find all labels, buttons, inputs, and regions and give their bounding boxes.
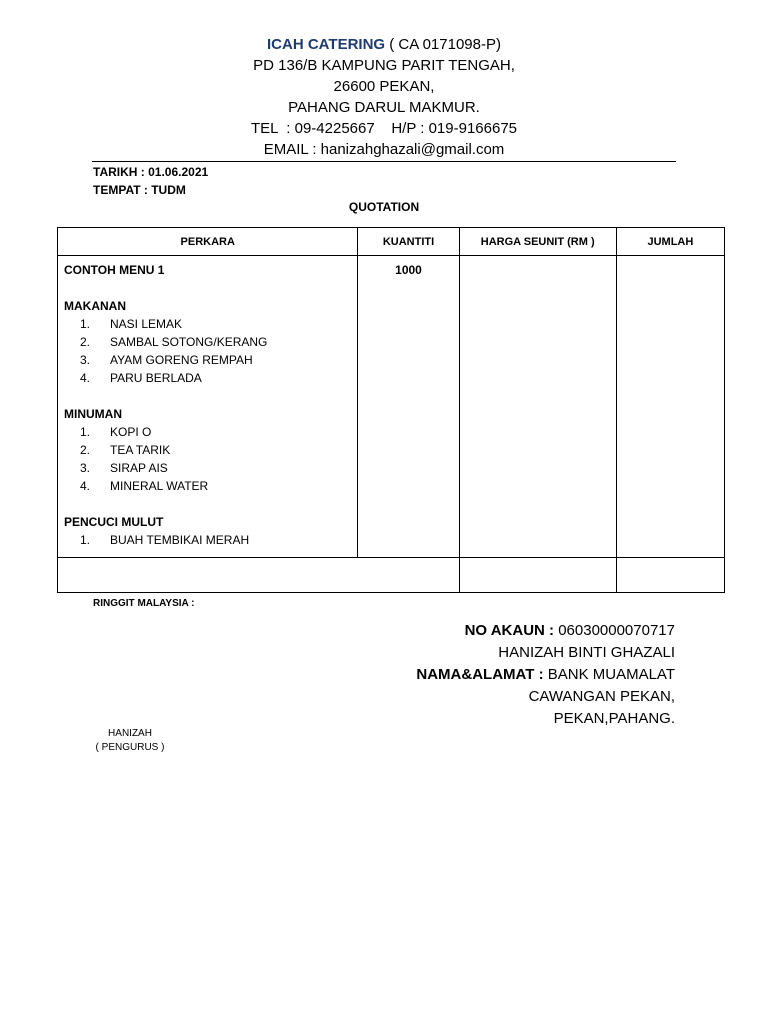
quantity-value: 1000 (395, 263, 422, 277)
company-line (0, 34, 768, 55)
list-item: 4. PARU BERLADA (79, 371, 202, 385)
col-header-jumlah: JUMLAH (616, 228, 724, 256)
bank-details (416, 620, 675, 730)
menu-title: CONTOH MENU 1 (64, 263, 165, 277)
list-item: 3. AYAM GORENG REMPAH (79, 353, 253, 367)
company-registration: ( CA 0171098-P) (385, 36, 501, 53)
name-address-label: NAMA&ALAMAT : (416, 666, 544, 683)
phone-line: TEL : 09-4225667 H/P : 019-9166675 (250, 120, 518, 137)
total-row-amount-cell (616, 558, 724, 593)
unit-price-cell (459, 256, 616, 558)
col-header-harga: HARGA SEUNIT (RM ) (459, 228, 616, 256)
col-header-perkara: PERKARA (58, 228, 358, 256)
total-cell (616, 256, 724, 558)
signature-block (93, 727, 167, 755)
table-header-row (58, 228, 725, 256)
total-row-label-cell (58, 558, 460, 593)
section-pencuci-mulut: PENCUCI MULUT (64, 515, 164, 529)
place-label: TEMPAT : TUDM (93, 183, 186, 197)
letterhead (0, 34, 768, 160)
email-line: EMAIL : hanizahghazali@gmail.com (263, 141, 505, 158)
header-divider (92, 161, 676, 162)
list-item: 2. TEA TARIK (79, 443, 171, 457)
date-label: TARIKH : 01.06.2021 (93, 165, 209, 179)
table-row (58, 256, 725, 558)
account-holder: HANIZAH BINTI GHAZALI (498, 644, 675, 661)
ringgit-malaysia-label: RINGGIT MALAYSIA : (93, 598, 195, 609)
account-label: NO AKAUN : (464, 622, 555, 639)
total-row-price-cell (459, 558, 616, 593)
quotation-table (57, 227, 725, 593)
list-item: 1. NASI LEMAK (79, 317, 183, 331)
company-name: ICAH CATERING (267, 36, 386, 53)
address-line-3: PAHANG DARUL MAKMUR. (288, 99, 480, 116)
list-item: 1. BUAH TEMBIKAI MERAH (79, 533, 250, 547)
quantity-cell (358, 256, 459, 558)
address-line-1: PD 136/B KAMPUNG PARIT TENGAH, (253, 57, 515, 74)
items-cell (58, 256, 358, 558)
account-line (416, 620, 675, 642)
account-number: 06030000070717 (554, 622, 675, 639)
list-item: 4. MINERAL WATER (79, 479, 209, 493)
bank-name: BANK MUAMALAT (543, 666, 675, 683)
address-line-2: 26600 PEKAN, (333, 78, 435, 95)
bank-branch: CAWANGAN PEKAN, (528, 688, 675, 705)
list-item: 2. SAMBAL SOTONG/KERANG (79, 335, 268, 349)
signatory-role: ( PENGURUS ) (95, 742, 165, 753)
section-makanan: MAKANAN (64, 299, 126, 313)
bank-name-line (416, 664, 675, 686)
total-row (58, 558, 725, 593)
section-minuman: MINUMAN (64, 407, 122, 421)
col-header-kuantiti: KUANTITI (358, 228, 459, 256)
bank-city: PEKAN,PAHANG. (553, 710, 675, 727)
signatory-name: HANIZAH (108, 728, 152, 739)
list-item: 3. SIRAP AIS (79, 461, 168, 475)
list-item: 1. KOPI O (79, 425, 152, 439)
document-title: QUOTATION (348, 200, 420, 214)
